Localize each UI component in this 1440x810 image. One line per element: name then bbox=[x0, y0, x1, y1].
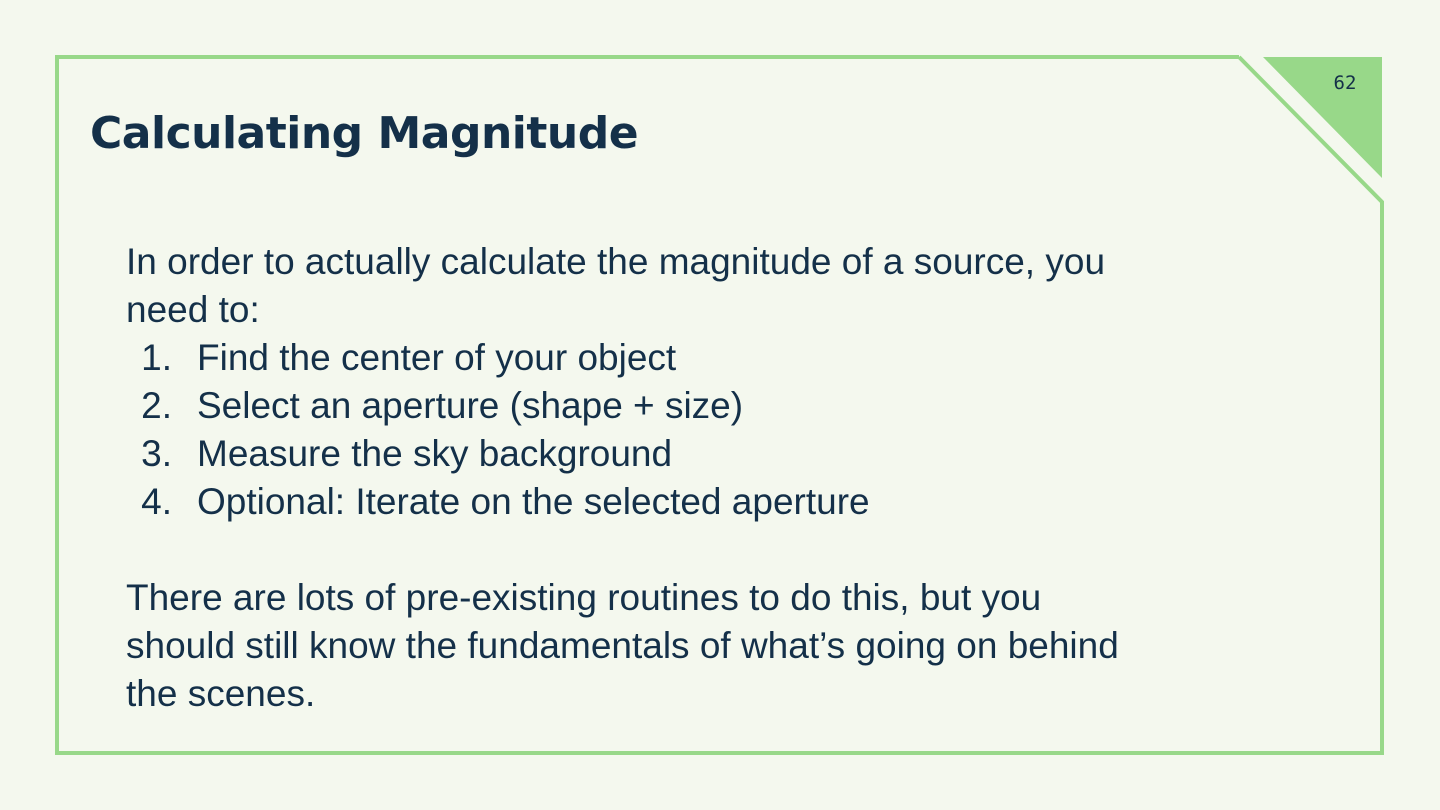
step-text: Select an aperture (shape + size) bbox=[197, 385, 744, 426]
step-number: 2. bbox=[141, 385, 172, 426]
intro-line-1: In order to actually calculate the magnitude of a source, you bbox=[126, 241, 1106, 282]
page-number: 62 bbox=[1333, 72, 1357, 94]
step-number: 1. bbox=[141, 337, 172, 378]
intro-text bbox=[126, 238, 1306, 334]
step-number: 4. bbox=[141, 481, 172, 522]
list-item bbox=[126, 478, 1306, 526]
step-text: Find the center of your object bbox=[197, 337, 677, 378]
step-number: 3. bbox=[141, 433, 172, 474]
slide-body bbox=[126, 238, 1306, 718]
outro-line-2: should still know the fundamentals of what’s going on behind bbox=[126, 625, 1119, 666]
intro-line-2: need to: bbox=[126, 289, 260, 330]
outro-text bbox=[126, 574, 1306, 718]
paragraph-spacer bbox=[126, 526, 1306, 574]
outro-line-1: There are lots of pre-existing routines to do this, but you bbox=[126, 577, 1042, 618]
step-text: Measure the sky background bbox=[197, 433, 673, 474]
list-item bbox=[126, 430, 1306, 478]
step-text: Optional: Iterate on the selected aperture bbox=[197, 481, 870, 522]
list-item bbox=[126, 382, 1306, 430]
outro-line-3: the scenes. bbox=[126, 673, 316, 714]
slide-title: Calculating Magnitude bbox=[90, 108, 639, 159]
list-item bbox=[126, 334, 1306, 382]
steps-list bbox=[126, 334, 1306, 526]
